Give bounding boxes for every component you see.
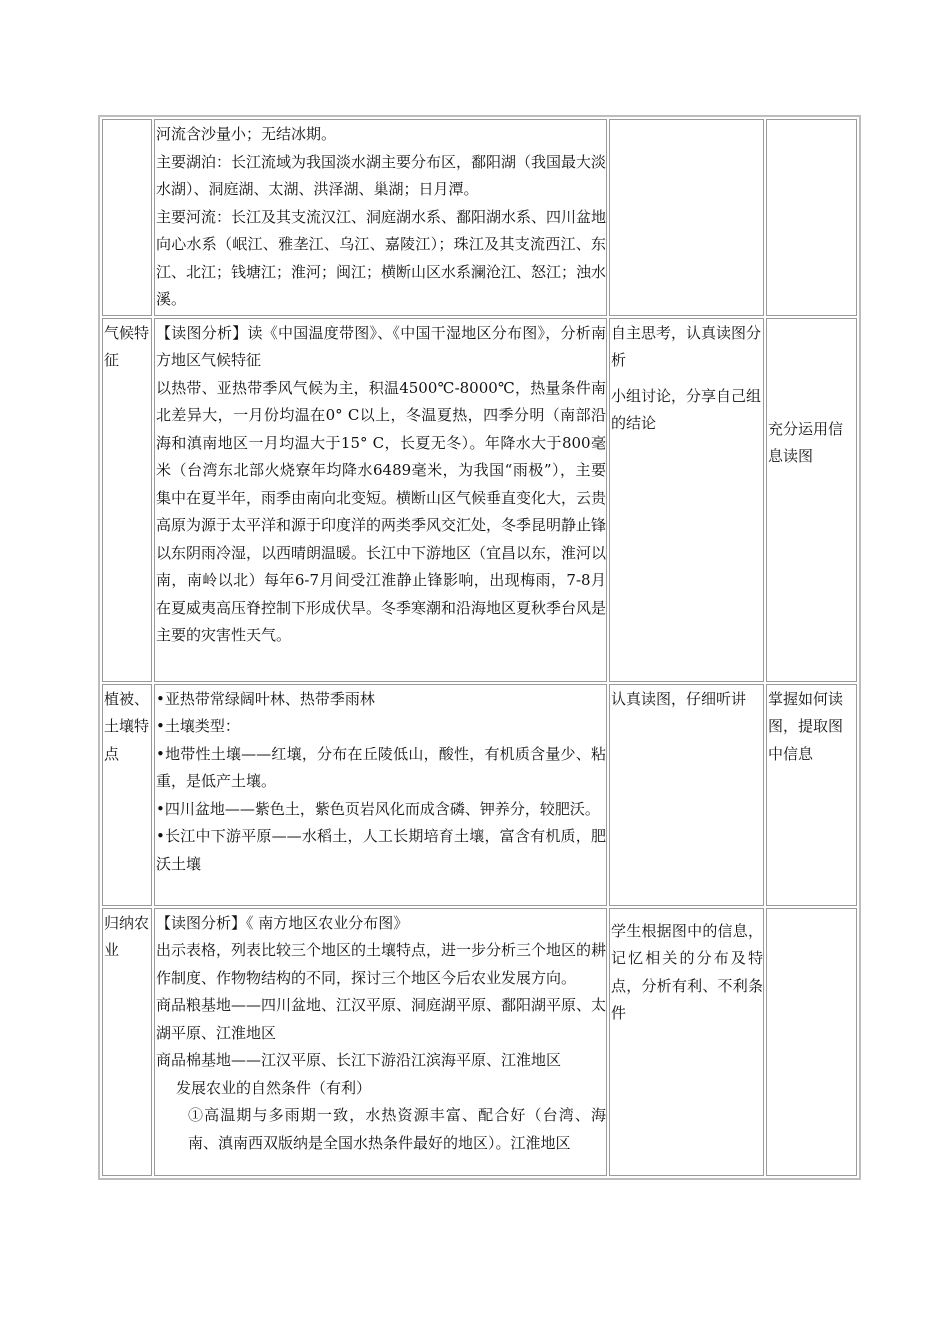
table-row (102, 908, 857, 1176)
content-line: 发展农业的自然条件（有利） (176, 1078, 372, 1097)
student-line: 学生根据图中的信息，记忆相关的分布及特点，分析有利、不利条件 (611, 921, 763, 1022)
topic-cell: 归纳农业 (102, 908, 152, 1176)
topic-cell: 植被、土壤特点 (102, 684, 152, 906)
content-cell (154, 908, 607, 1176)
content-line: 【读图分析】《 南方地区农业分布图》 (156, 913, 409, 932)
design-intent-cell (766, 908, 857, 1176)
document-page (98, 115, 852, 1180)
student-line: 认真读图，仔细听讲 (611, 689, 747, 708)
content-line: 【读图分析】读《中国温度带图》、《中国干湿地区分布图》，分析南方地区气候特征 (156, 323, 606, 369)
student-activity-cell (609, 908, 764, 1176)
student-activity-cell (609, 318, 764, 682)
content-cell (154, 119, 607, 316)
student-activity-cell (609, 684, 764, 906)
table-row (102, 318, 857, 682)
content-line: 主要河流：长江及其支流汉江、洞庭湖水系、鄱阳湖水系、四川盆地向心水系（岷江、雅垄江、乌江、嘉陵江）；珠江及其支流西江、东江、北江；钱塘江；淮河；闽江；横断山区水系澜沧江、怒江；浊水溪。 (156, 207, 607, 308)
content-line: 出示表格，列表比较三个地区的土壤特点，进一步分析三个地区的耕作制度、作物物结构的不同，探讨三个地区今后农业发展方向。 (156, 941, 607, 987)
content-line: •地带性土壤——红壤，分布在丘陵低山，酸性，有机质含量少、粘重，是低产土壤。 (156, 744, 606, 790)
student-line: 自主思考，认真读图分析 (611, 323, 762, 369)
table-row (102, 119, 857, 316)
design-intent-cell (766, 318, 857, 682)
content-line: •四川盆地——紫色土，紫色页岩风化而成含磷、钾养分，较肥沃。 (156, 799, 600, 818)
topic-cell (102, 119, 152, 316)
intent-text: 充分运用信息读图 (768, 419, 844, 465)
student-activity-cell (609, 119, 764, 316)
intent-text: 掌握如何读图，提取图中信息 (768, 689, 844, 763)
topic-cell: 气候特征 (102, 318, 152, 682)
content-line: •亚热带常绿阔叶林、热带季雨林 (156, 689, 375, 708)
design-intent-cell (766, 119, 857, 316)
content-line: 以热带、亚热带季风气候为主，积温4500℃-8000℃，热量条件南北差异大，一月份均温在0° C以上，冬温夏热，四季分明（南部沿海和滇南地区一月均温大于15° C，长夏无冬）。年降水大于800毫米（台湾东北部火烧寮年均降水6489毫米，为我国“雨极”），主要集中在夏半年，雨季由南向北变短。横断山区气候垂直变化大，云贵高原为源于太平洋和源于印度洋的两类季风交汇处，冬季昆明静止锋以东阴雨冷湿，以西晴朗温暖。长江中下游地区（宜昌以东，淮河以南，南岭以北）每年6-7月间受江淮静止锋影响，出现梅雨，7-8月在夏威夷高压脊控制下形成伏旱。冬季寒潮和沿海地区夏秋季台风是主要的灾害性天气。 (156, 378, 607, 644)
content-line: •土壤类型： (156, 717, 240, 735)
lesson-plan-table (98, 115, 861, 1180)
content-line: 河流含沙量小；无结冰期。 (156, 125, 337, 143)
content-line: ①高温期与多雨期一致，水热资源丰富、配合好（台湾、海南、滇南西双版纳是全国水热条件最好的地区）。江淮地区 (188, 1106, 606, 1152)
table-row (102, 684, 857, 906)
content-cell (154, 318, 607, 682)
design-intent-cell (766, 684, 857, 906)
content-line: 主要湖泊：长江流域为我国淡水湖主要分布区，鄱阳湖（我国最大淡水湖）、洞庭湖、太湖、洪泽湖、巢湖；日月潭。 (156, 152, 607, 198)
content-line: 商品棉基地——江汉平原、长江下游沿江滨海平原、江淮地区 (156, 1051, 562, 1069)
content-cell (154, 684, 607, 906)
content-line: 商品粮基地——四川盆地、江汉平原、洞庭湖平原、鄱阳湖平原、太湖平原、江淮地区 (156, 996, 607, 1042)
content-line: •长江中下游平原——水稻土，人工长期培育土壤，富含有机质，肥沃土壤 (156, 827, 606, 873)
student-line: 小组讨论，分享自己组的结论 (611, 386, 762, 432)
